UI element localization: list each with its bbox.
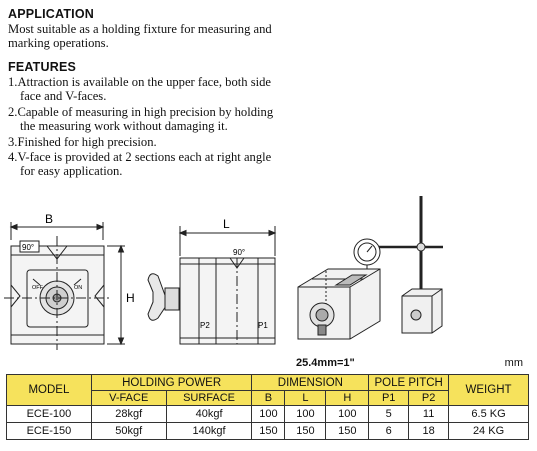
cell-v-face: 28kgf — [91, 406, 166, 423]
front-view-drawing — [4, 222, 125, 350]
cell-l: 100 — [285, 406, 326, 423]
application-text: Most suitable as a holding fixture for measuring and marking operations. — [8, 22, 272, 51]
header-dimension: DIMENSION — [252, 375, 369, 391]
feature-item-3: 3.Finished for high precision. — [8, 134, 157, 149]
header-p2: P2 — [409, 391, 449, 406]
dimension-h-label: H — [126, 291, 135, 305]
cell-p2: 11 — [409, 406, 449, 423]
features-heading: FEATURES — [8, 60, 77, 74]
header-model: MODEL — [7, 375, 92, 406]
header-weight: WEIGHT — [449, 375, 529, 406]
cell-p1: 5 — [369, 406, 409, 423]
cell-model: ECE-150 — [7, 423, 92, 440]
cell-l: 150 — [285, 423, 326, 440]
cell-p1: 6 — [369, 423, 409, 440]
header-h: H — [326, 391, 369, 406]
cell-v-face: 50kgf — [91, 423, 166, 440]
pole-p1-label: P1 — [258, 321, 268, 330]
off-label: OFF — [32, 285, 43, 291]
front-angle-label: 90° — [22, 243, 35, 252]
dimension-b-label: B — [45, 212, 54, 226]
side-angle-label: 90° — [233, 248, 246, 257]
feature-item-2: 2.Capable of measuring in high precision by holding the measuring work without damaging it. — [8, 104, 274, 134]
unit-label: mm — [504, 357, 523, 369]
spec-table — [6, 374, 529, 440]
dimension-l-label: L — [223, 217, 230, 231]
unit-conversion: 25.4mm=1" — [296, 357, 355, 369]
table-row — [7, 406, 529, 423]
header-holding-power: HOLDING POWER — [91, 375, 252, 391]
pole-p2-label: P2 — [200, 321, 210, 330]
header-surface: SURFACE — [166, 391, 252, 406]
feature-item-4: 4.V-face is provided at 2 sections each at right angle for easy application. — [8, 150, 272, 179]
unit-row — [0, 357, 537, 373]
header-p1: P1 — [369, 391, 409, 406]
header-pole-pitch: POLE PITCH — [369, 375, 449, 391]
cell-weight: 24 KG — [449, 423, 529, 440]
cell-p2: 18 — [409, 423, 449, 440]
header-v-face: V-FACE — [91, 391, 166, 406]
cell-b: 100 — [252, 406, 285, 423]
cell-surface: 40kgf — [166, 406, 252, 423]
cell-surface: 140kgf — [166, 423, 252, 440]
cell-model: ECE-100 — [7, 406, 92, 423]
cell-h: 100 — [326, 406, 369, 423]
cell-weight: 6.5 KG — [449, 406, 529, 423]
table-row — [7, 423, 529, 440]
cell-h: 150 — [326, 423, 369, 440]
application-heading: APPLICATION — [8, 7, 94, 21]
table-header-row-1 — [7, 375, 529, 391]
on-label: ON — [74, 285, 83, 291]
application-illustration — [298, 196, 443, 339]
cell-b: 150 — [252, 423, 285, 440]
header-b: B — [252, 391, 285, 406]
header-l: L — [285, 391, 326, 406]
side-view-drawing — [148, 226, 275, 344]
feature-item-1: 1.Attraction is available on the upper face, both side face and V-faces. — [8, 75, 271, 104]
